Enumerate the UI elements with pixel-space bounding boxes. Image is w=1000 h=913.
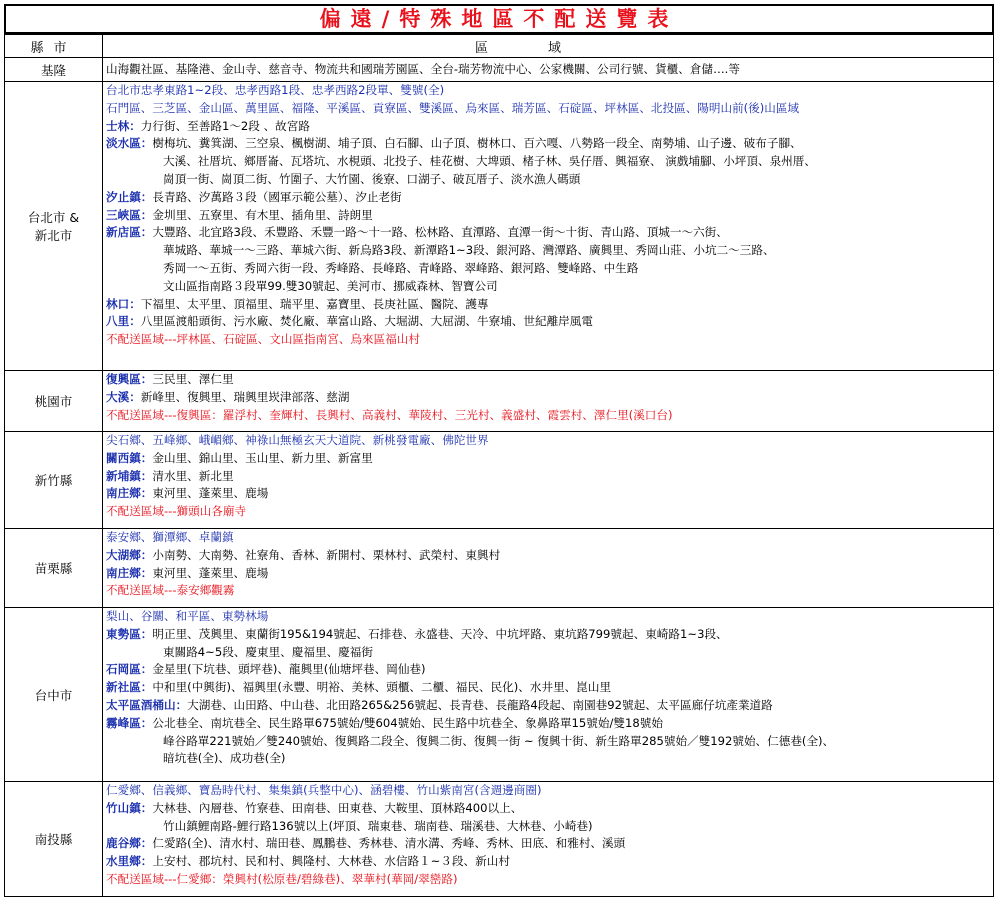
district-label: 大湖鄉： [106, 547, 153, 562]
district-label: 新埔鎮： [106, 468, 153, 483]
county-cell: 基隆 [5, 58, 103, 82]
region-entry-fuxing [103, 371, 993, 389]
table-row-taoyuan [5, 371, 994, 432]
district-label: 三峽區： [106, 207, 153, 222]
no-delivery-note: 不配送區域---仁愛鄉：榮興村(松原巷/碧綠巷)、翠華村(華岡/翠巒路) [106, 871, 458, 886]
district-text-continued: 竹山鎮鯉南路-鯉行路136號以上(坪頂、瑞東巷、瑞南巷、瑞溪巷、大林巷、小崎巷) [163, 818, 593, 833]
district-text-continued: 華城路、華城一～三路、華城六街、新烏路3段、新潭路1~3段、銀河路、灣潭路、廣興里、秀岡山莊、小坑二～三路、 [163, 243, 775, 258]
district-label: 石岡區： [106, 662, 153, 677]
district-text-continued: 文山區指南路３段單99.雙30號起、美河市、挪威森林、智寶公司 [163, 278, 498, 293]
region-entry-linkou [103, 296, 993, 314]
region-cell [103, 58, 994, 82]
district-text: 力行街、至善路1～2段 、故宮路 [140, 118, 310, 133]
region-entry-lugu [103, 835, 993, 853]
no-delivery-note: 不配送區域---泰安鄉觀霧 [106, 583, 235, 598]
region-column-header: 區域 [103, 35, 994, 58]
region-entry-wufeng [103, 715, 993, 733]
district-text: 清水里、新北里 [152, 468, 234, 483]
district-text: 小南勢、大南勢、社寮角、香林、新開村、栗林村、武榮村、東興村 [152, 547, 501, 562]
district-text: 下福里、太平里、頂福里、瑞平里、嘉寶里、長庚社區、醫院、護專 [140, 296, 489, 311]
region-cell [103, 529, 994, 608]
region-entry-xizhi [103, 189, 993, 207]
region-entry-daxi [103, 389, 993, 407]
district-text: 八里區渡船頭街、污水廠、焚化廠、華富山路、大堀湖、大屈湖、牛寮埔、世紀離岸風電 [140, 314, 593, 329]
region-entry-sanxia [103, 207, 993, 225]
district-text: 長青路、汐萬路３段（國軍示範公墓）、汐止老街 [152, 189, 402, 204]
district-text-continued: 大溪、社厝坑、鄉厝崙、瓦塔坑、水梘頭、北投子、桂花樹、大埤頭、楮子林、吳仔厝、興福寮、 演戲埔腳、小坪頂、泉州厝、 [163, 154, 816, 169]
region-entry-shuili [103, 853, 993, 871]
district-text-continued: 東關路4~5段、慶東里、慶福里、慶福街 [163, 644, 373, 659]
table-row-nantou [5, 782, 994, 897]
table-row-keelung [5, 58, 994, 82]
region-entry-dongshi [103, 626, 993, 644]
county-name-line1: 台北市 & [27, 210, 80, 225]
district-label: 士林： [106, 118, 141, 133]
district-text: 大豐路、北宜路3段、禾豐路、禾豐一路～十一路、松林路、直潭路、直潭一街～十街、青山路、頂城一～六街、 [152, 225, 728, 240]
district-text: 大湖巷、山田路、中山巷、北田路265&256號起、長青巷、長龍路4段起、南園巷92號起、太平區廊仔坑產業道路 [187, 697, 773, 712]
district-text: 東河里、蓬萊里、鹿場 [152, 565, 269, 580]
district-text-continued: 崗頂一街、崗頂二街、竹圍子、大竹園、後寮、口湖子、破瓦厝子、淡水漁人碼頭 [163, 171, 581, 186]
county-cell: 苗栗縣 [5, 529, 103, 608]
region-cell [103, 82, 994, 371]
region-entry-shigang [103, 661, 993, 679]
table-row-taichung [5, 608, 994, 782]
district-label: 新店區： [106, 225, 153, 240]
region-entry-xinpu [103, 468, 993, 486]
region-entry-taiping [103, 697, 993, 715]
region-entry-danshui [103, 135, 993, 153]
county-name-line2: 新北市 [34, 228, 73, 243]
district-label: 太平區酒桶山： [106, 697, 188, 712]
district-label: 汐止鎮： [106, 189, 153, 204]
district-text: 金山里、錦山里、玉山里、新力里、新富里 [152, 450, 373, 465]
region-table [4, 34, 994, 897]
table-row-miaoli [5, 529, 994, 608]
district-label: 大溪： [106, 389, 141, 404]
district-label: 南庄鄉： [106, 486, 153, 501]
district-text-continued: 峰谷路單221號始／雙240號始、復興路二段全、復興二街、復興一街 ~ 復興十街、新生路單285號始／雙192號始、仁德巷(全)、 [163, 733, 835, 748]
district-text-continued: 暗坑巷(全)、成功巷(全) [163, 751, 286, 766]
delivery-table-sheet [4, 4, 994, 897]
district-label: 霧峰區： [106, 715, 153, 730]
district-text: 公北巷全、南坑巷全、民生路單675號始/雙604號始、民生路中坑巷全、象鼻路單15號始/雙18號始 [152, 715, 663, 730]
region-cell [103, 371, 994, 432]
district-text: 大林巷、內層巷、竹寮巷、田南巷、田東巷、大鞍里、頂林路400以上、 [152, 800, 523, 815]
region-text: 山海觀社區、基隆港、金山寺、慈音寺、物流共和國瑞芳園區、全台-瑞芳物流中心、公家機關、公司行號、貨櫃、倉儲….等 [106, 61, 740, 76]
region-line: 石門區、三芝區、金山區、萬里區、福隆、平溪區、貢寮區、雙溪區、烏來區、瑞芳區、石碇區、坪林區、北投區、陽明山前(後)山區域 [106, 100, 800, 115]
district-label: 水里鄉： [106, 854, 153, 869]
district-label: 鹿谷鄉： [106, 836, 153, 851]
no-delivery-note: 不配送區域---坪林區、石碇區、文山區指南宮、烏來區福山村 [106, 332, 420, 347]
no-delivery-note: 不配送區域---復興區：羅浮村、奎輝村、長興村、高義村、華陵村、三光村、義盛村、霞雲村、澤仁里(溪口台) [106, 407, 673, 422]
district-label: 東勢區： [106, 626, 153, 641]
county-cell: 台中市 [5, 608, 103, 782]
district-text: 樹梅坑、糞箕湖、三空泉、楓樹湖、埔子頂、白石腳、山子頂、樹林口、百六嘎、八勢路一段全、南勢埔、山子邊、破布子腳、 [152, 136, 802, 151]
district-label: 八里： [106, 314, 141, 329]
district-label: 復興區： [106, 372, 153, 386]
region-line: 泰安鄉、獅潭鄉、卓蘭鎮 [106, 530, 234, 544]
table-row-hsinchu [5, 432, 994, 529]
district-text: 中和里(中興街)、福興里(永豐、明裕、美林、頭櫃、二櫃、福民、民化)、水井里、崑山里 [152, 680, 612, 695]
district-label: 關西鎮： [106, 450, 153, 465]
district-text: 金星里(下坑巷、頭坪巷)、龍興里(仙塘坪巷、岡仙巷) [152, 662, 426, 677]
region-line: 台北市忠孝東路1~2段、忠孝西路1段、忠孝西路2段單、雙號(全) [106, 83, 445, 97]
region-entry-shilin [103, 118, 993, 136]
region-cell [103, 782, 994, 897]
table-row-taipei [5, 82, 994, 371]
district-text: 三民里、澤仁里 [152, 372, 234, 386]
region-entry-nanzhuang [103, 565, 993, 583]
district-label: 南庄鄉： [106, 565, 153, 580]
no-delivery-note: 不配送區域---獅頭山各廟寺 [106, 504, 247, 519]
region-entry-zhushan [103, 800, 993, 818]
header-row [5, 35, 994, 58]
district-text: 上安村、郡坑村、民和村、興隆村、大林巷、水信路１~３段、新山村 [152, 854, 510, 869]
district-label: 林口： [106, 296, 141, 311]
region-entry-xindian [103, 224, 993, 242]
district-label: 竹山鎮： [106, 800, 153, 815]
district-text: 仁愛路(全)、清水村、瑞田巷、鳳鵬巷、秀林巷、清水溝、秀峰、秀林、田底、和雅村、溪頭 [152, 836, 626, 851]
region-line: 尖石鄉、五峰鄉、峨嵋鄉、神祿山無極玄天大道院、新桃發電廠、佛陀世界 [106, 433, 489, 447]
district-text: 東河里、蓬萊里、鹿場 [152, 486, 269, 501]
county-cell [5, 82, 103, 371]
county-cell: 桃園市 [5, 371, 103, 432]
district-text: 明正里、茂興里、東蘭街195&194號起、石排巷、永盛巷、天冷、中坑坪路、東坑路799號起、東崎路1~3段、 [152, 626, 728, 641]
region-entry-dahu [103, 547, 993, 565]
region-line: 仁愛鄉、信義鄉、寶島時代村、集集鎮(兵整中心)、涵碧樓、竹山紫南宮(含週邊商圈) [106, 783, 542, 797]
region-entry-guanxi [103, 450, 993, 468]
district-text: 金圳里、五寮里、有木里、插角里、詩朗里 [152, 207, 373, 222]
county-column-header: 縣市 [5, 35, 103, 58]
region-line: 梨山、谷關、和平區、東勢林場 [106, 609, 269, 623]
district-label: 淡水區： [106, 136, 153, 151]
region-entry-xinshe [103, 679, 993, 697]
region-cell [103, 432, 994, 529]
county-cell: 南投縣 [5, 782, 103, 897]
table-title: 偏遠/特殊地區不配送覽表 [4, 4, 994, 34]
district-text: 新峰里、復興里、瑞興里崁津部落、慈湖 [140, 389, 350, 404]
region-cell [103, 608, 994, 782]
district-text-continued: 秀岡一～五街、秀岡六街一段、秀峰路、長峰路、青峰路、翠峰路、銀河路、雙峰路、中生路 [163, 260, 639, 275]
district-label: 新社區： [106, 680, 153, 695]
region-entry-bali [103, 313, 993, 331]
region-entry-nanzhuang [103, 485, 993, 503]
county-cell: 新竹縣 [5, 432, 103, 529]
